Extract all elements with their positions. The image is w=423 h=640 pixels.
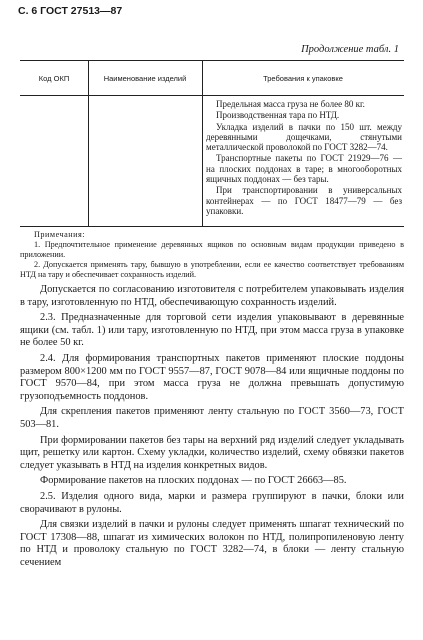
note-item: 2. Допускается применять тару, бывшую в употреблении, если ее качество соответствует требованиям НТД на тару и обеспечивает сохранность изделий. [20, 260, 404, 279]
paragraph: 2.5. Изделия одного вида, марки и размера группируют в пачки, блоки или сворачивают в рулоны. [20, 490, 404, 515]
column-divider [202, 61, 203, 226]
paragraph: Допускается по согласованию изготовителя с потребителем упаковывать изделия в тару, изготовленную по НТД, обеспечивающую сохранность изделий. [20, 284, 404, 308]
page-header: С. 6 ГОСТ 27513—87 [18, 5, 123, 17]
requirement-line: Укладка изделий в пачки по 150 шт. между деревянными дощечками, стянутыми металлической проволокой по ГОСТ 3282—74. [206, 121, 402, 153]
requirement-line: При транспортировании в универсальных контейнерах — по ГОСТ 18477—79 — без упаковки. [206, 185, 402, 216]
document-body [20, 284, 404, 572]
table-header-row [20, 61, 404, 96]
requirement-line: Транспортные пакеты по ГОСТ 21929—76 — на плоских поддонах в таре; в многооборотных ящичных поддонах — без тары. [206, 153, 402, 185]
notes-title: Примечания: [34, 230, 86, 239]
requirements-cell [206, 99, 402, 217]
paragraph: 2.4. Для формирования транспортных пакетов применяют плоские поддоны размером 800×1200 мм по ГОСТ 9557—87, ГОСТ 9078—84 или ящичные поддоны по ГОСТ 9570—84, при этом масса груза не должна превышать допустимую грузоподъемность поддонов. [20, 352, 404, 402]
column-divider [88, 61, 89, 226]
paragraph: Для связки изделий в пачки и рулоны следует применять шпагат технический по ГОСТ 17308—88, шпагат из химических волокон по НТД, полипропиленовую ленту по НТД и проволоку стальную по ГОСТ 3282—74, в блоки — ленту стальную сечением [20, 519, 404, 568]
header-okp-code: Код ОКП [38, 73, 70, 83]
header-product-name: Наименование изделий [103, 73, 187, 83]
paragraph: При формировании пакетов без тары на верхний ряд изделий следует укладывать щит, решетку или картон. Схему укладки, количество изделий, схему обвязки пакетов следует указывать в НТД на изделия конкретных видов. [20, 434, 404, 471]
paragraph: Для скрепления пакетов применяют ленту стальную по ГОСТ 3560—73, ГОСТ 503—81. [20, 406, 404, 430]
requirement-line: Предельная масса груза не более 80 кг. [216, 99, 365, 109]
table-notes [20, 230, 404, 280]
requirement-line: Производственная тара по НТД. [216, 110, 340, 121]
paragraph: Формирование пакетов на плоских поддонах — по ГОСТ 26663—85. [40, 475, 347, 487]
paragraph: 2.3. Предназначенные для торговой сети изделия упаковывают в деревянные ящики (см. табл. 1) или тару, изготовленную по НТД, при этом масса груза в упаковке не более 50 кг. [20, 312, 404, 349]
header-packaging-requirements: Требования к упаковке [263, 73, 343, 83]
table-continuation-label: Продолжение табл. 1 [301, 44, 399, 55]
note-item: 1. Предпочтительное применение деревянных ящиков по основным видам продукции приведено в приложении. [20, 240, 404, 259]
packaging-requirements-table [20, 60, 404, 227]
